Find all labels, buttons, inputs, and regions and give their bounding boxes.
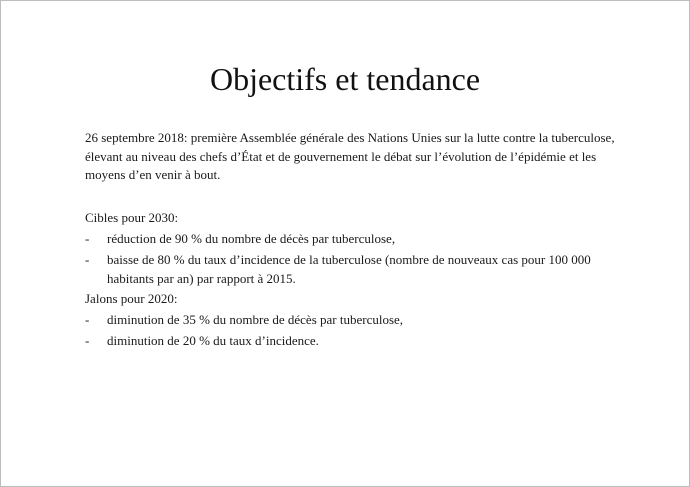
bullet-marker: - <box>85 311 90 327</box>
bullet-text: baisse de 80 % du taux d’incidence de la tuberculose (nombre de nouveaux cas pour 100 000 habitants par an) par rapport à 2015. <box>107 252 591 286</box>
milestones-heading: Jalons pour 2020: <box>85 291 178 306</box>
bullet-marker: - <box>85 252 90 267</box>
bullet-text: réduction de 90 % du nombre de décès par tuberculose, <box>107 230 396 246</box>
list-item <box>85 251 625 288</box>
intro-paragraph: 26 septembre 2018: première Assemblée générale des Nations Unies sur la lutte contre la tuberculose, élevant au niveau des chefs d’État et de gouvernement le débat sur l’évolution de l’épidémie et les moyens d’en venir à bout. <box>85 130 615 182</box>
milestones-section <box>85 290 625 354</box>
list-item <box>85 332 625 351</box>
targets-section <box>85 209 625 291</box>
list-item <box>85 230 625 249</box>
targets-list <box>85 230 625 289</box>
bullet-text: diminution de 35 % du nombre de décès par tuberculose, <box>107 311 404 327</box>
milestones-list <box>85 311 625 351</box>
bullet-marker: - <box>85 230 90 246</box>
bullet-marker: - <box>85 333 90 348</box>
slide-title: Objectifs et tendance <box>209 61 481 97</box>
list-item <box>85 311 625 330</box>
bullet-text: diminution de 20 % du taux d’incidence. <box>107 333 319 348</box>
targets-heading: Cibles pour 2030: <box>85 210 179 225</box>
